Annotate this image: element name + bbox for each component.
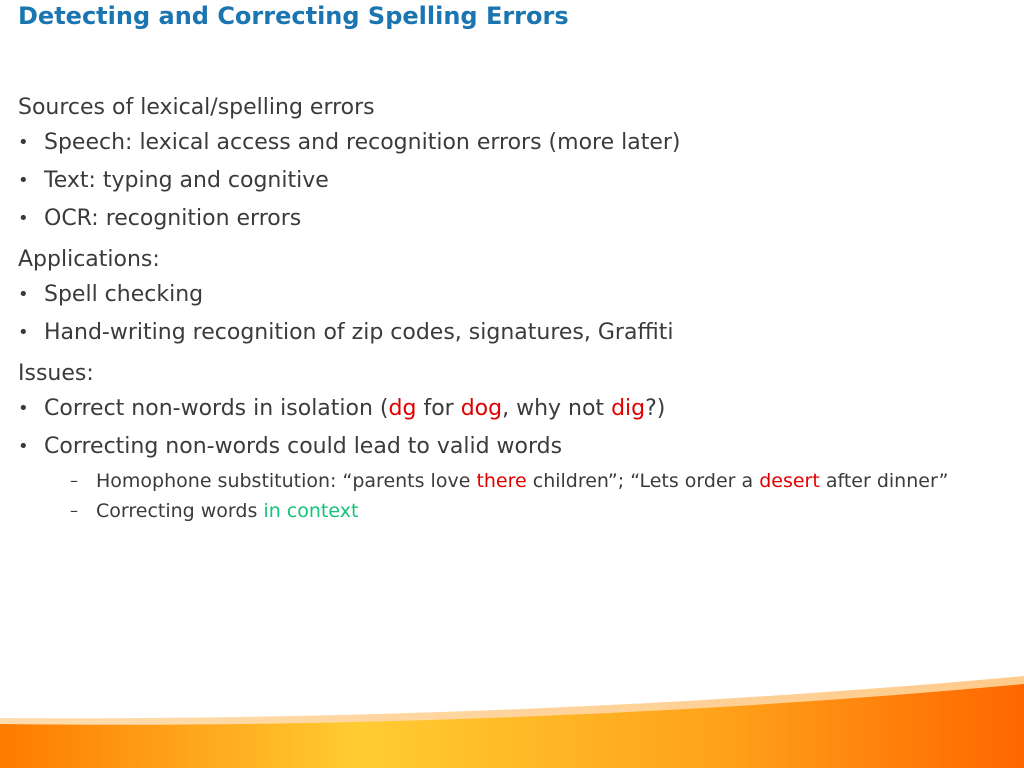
dash-icon: –: [70, 471, 78, 490]
list-item-text: Spell checking: [44, 282, 204, 307]
issue-text: Correct non-words in isolation (: [44, 396, 389, 421]
issues-heading: Issues:: [18, 361, 94, 386]
issue-text: Correcting non-words could lead to valid words: [44, 434, 563, 459]
bullet-icon: •: [18, 170, 29, 191]
sub-list: [44, 468, 1018, 524]
sources-heading: Sources of lexical/spelling errors: [18, 95, 375, 120]
highlight-word: dig: [611, 396, 646, 421]
list-item: [18, 280, 1018, 310]
applications-heading: Applications:: [18, 247, 160, 272]
slide-title: Detecting and Correcting Spelling Errors: [18, 2, 569, 30]
issues-list: [18, 394, 1018, 524]
list-item: [18, 204, 1018, 234]
highlight-word: dg: [388, 396, 417, 421]
slide-body: [18, 92, 1018, 524]
issue-text: ?): [645, 396, 666, 421]
highlight-word: dog: [460, 396, 503, 421]
list-item: [18, 394, 1018, 424]
applications-list: [18, 280, 1018, 348]
sub-text: Correcting words: [96, 500, 264, 522]
list-item-text: Text: typing and cognitive: [44, 168, 329, 193]
list-item: [18, 318, 1018, 348]
list-item: [18, 166, 1018, 196]
list-item: [18, 432, 1018, 524]
sources-list: [18, 128, 1018, 234]
highlight-word: desert: [759, 470, 820, 492]
bullet-icon: •: [18, 208, 29, 229]
sub-text: after dinner”: [819, 470, 949, 492]
issue-text: , why not: [502, 396, 612, 421]
list-item-text: Speech: lexical access and recognition errors (more later): [44, 130, 681, 155]
sub-text: children”; “Lets order a: [526, 470, 760, 492]
highlight-word: there: [476, 470, 527, 492]
dash-icon: –: [70, 501, 78, 520]
sub-list-item: [44, 498, 1018, 524]
bullet-icon: •: [18, 322, 29, 343]
sub-list-item: [44, 468, 1018, 494]
sub-text: Homophone substitution: “parents love: [96, 470, 477, 492]
footer-swoosh-decoration: [0, 648, 1024, 768]
list-item: [18, 128, 1018, 158]
bullet-icon: •: [18, 398, 29, 419]
bullet-icon: •: [18, 284, 29, 305]
bullet-icon: •: [18, 132, 29, 153]
list-item-text: OCR: recognition errors: [44, 206, 302, 231]
bullet-icon: •: [18, 436, 29, 457]
highlight-phrase: in context: [263, 500, 359, 522]
list-item-text: Hand-writing recognition of zip codes, signatures, Graffiti: [44, 320, 674, 345]
issue-text: for: [416, 396, 461, 421]
